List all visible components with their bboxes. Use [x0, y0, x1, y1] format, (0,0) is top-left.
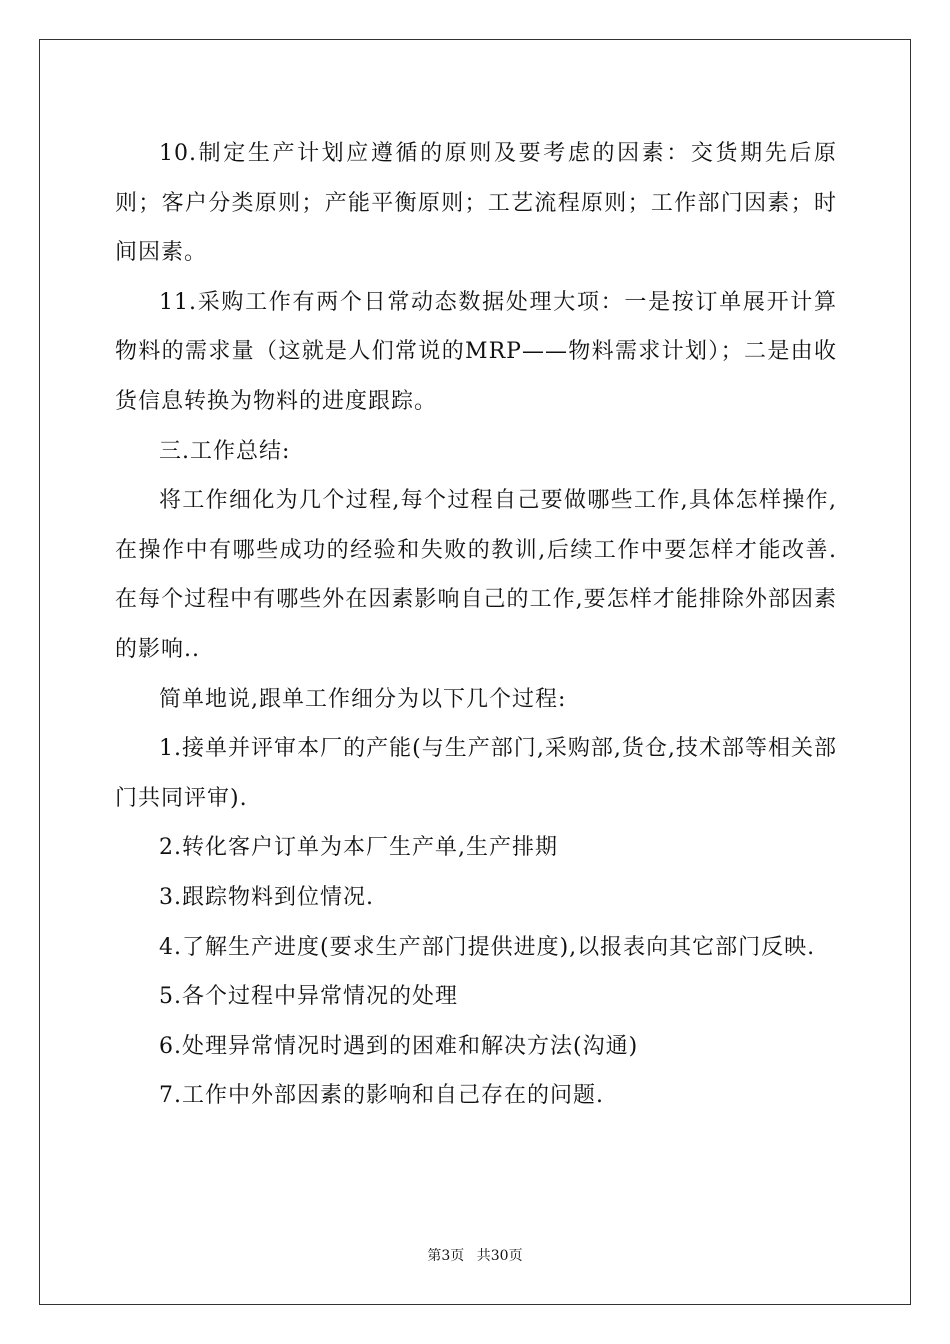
- list-item: 5.各个过程中异常情况的处理: [159, 984, 458, 1010]
- list-item: 7.工作中外部因素的影响和自己存在的问题.: [159, 1083, 604, 1109]
- paragraph: 简单地说,跟单工作细分为以下几个过程:: [159, 686, 567, 712]
- list-item: 6.处理异常情况时遇到的困难和解决方法(沟通): [159, 1033, 639, 1059]
- current-page-number: 第3页: [427, 1248, 465, 1264]
- list-item: 4.了解生产进度(要求生产部门提供进度),以报表向其它部门反映.: [159, 934, 816, 960]
- page-footer: [0, 1247, 950, 1265]
- list-item: 2.转化客户订单为本厂生产单,生产排期: [159, 835, 558, 861]
- list-item: 1.接单并评审本厂的产能(与生产部门,采购部,货仓,技术部等相关部门共同评审).: [115, 736, 837, 811]
- total-page-count: 共30页: [476, 1248, 523, 1264]
- document-body: [115, 129, 837, 1121]
- paragraph: 10.制定生产计划应遵循的原则及要考虑的因素：交货期先后原则；客户分类原则；产能平衡原则；工艺流程原则；工作部门因素；时间因素。: [115, 141, 837, 266]
- section-heading: 三.工作总结:: [159, 438, 291, 464]
- paragraph: 将工作细化为几个过程,每个过程自己要做哪些工作,具体怎样操作,在操作中有哪些成功的经验和失败的教训,后续工作中要怎样才能改善.在每个过程中有哪些外在因素影响自己的工作,要怎样才能排除外部因素的影响..: [115, 488, 837, 662]
- list-item: 3.跟踪物料到位情况.: [159, 884, 374, 910]
- paragraph: 11.采购工作有两个日常动态数据处理大项：一是按订单展开计算物料的需求量（这就是人们常说的MRP——物料需求计划）；二是由收货信息转换为物料的进度跟踪。: [115, 289, 837, 414]
